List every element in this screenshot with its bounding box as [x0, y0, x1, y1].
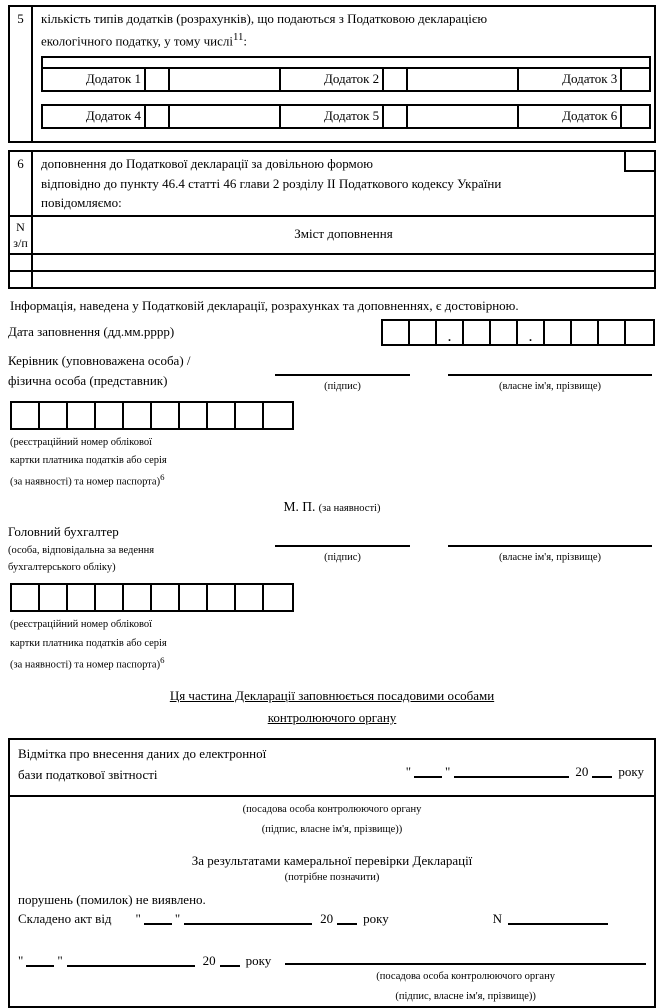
tax-id-cell[interactable]: [236, 585, 264, 610]
accountant-tax-id-note: (реєстраційний номер облікової картки платника податків або серія (за наявності) та номер паспорта)$^6$: [10, 619, 167, 671]
attachment-5-label: Додаток 5: [281, 106, 384, 127]
date-year-cell[interactable]: [599, 321, 626, 344]
review-date-row: [18, 950, 646, 1006]
tax-id-cell[interactable]: [12, 403, 40, 428]
act-number-blank[interactable]: [508, 913, 608, 925]
tax-id-cell[interactable]: [12, 585, 40, 610]
attachment-1-label: Додаток 1: [43, 69, 146, 90]
name-caption: (власне ім'я, прізвище): [498, 552, 602, 564]
tax-id-cell[interactable]: [264, 585, 292, 610]
signature-caption: (підпис): [324, 381, 361, 393]
section-5: [8, 5, 656, 143]
official-signature-area: [285, 950, 646, 1006]
section-6-text-line1: доповнення до Податкової декларації за довільною формою: [41, 156, 373, 171]
attachments-gap: [41, 92, 651, 104]
footnote-ref-11: 11: [232, 31, 244, 44]
director-signature-block: [8, 351, 656, 394]
tax-id-cell[interactable]: [180, 585, 208, 610]
quote-mark: ": [405, 764, 412, 780]
attachment-3-label: Додаток 3: [519, 69, 622, 90]
additions-table-row: [10, 270, 654, 287]
footnote-ref-6: 6: [160, 472, 165, 483]
fill-date-row: [8, 319, 656, 346]
director-signature-column: [275, 365, 410, 394]
tax-id-cell[interactable]: [96, 585, 124, 610]
signature-caption: (підпис): [324, 552, 361, 564]
director-signature-line[interactable]: [275, 365, 410, 376]
century-prefix: 20: [575, 764, 589, 780]
date-day-cell[interactable]: [410, 321, 437, 344]
section-6-text-line3: повідомляємо:: [41, 195, 122, 210]
attachment-1-checkbox[interactable]: [146, 69, 170, 90]
quote-mark: ": [18, 953, 24, 969]
act-date-row: [18, 910, 654, 929]
act-number-label: N: [492, 911, 502, 927]
attachments-table-2: [41, 104, 651, 129]
section-5-body: [33, 7, 654, 141]
official-signature-note-top: (посадова особа контролюючого органу (підпис, власне ім'я, прізвище)): [242, 803, 422, 836]
entry-mark-label: Відмітка про внесення даних до електронної бази податкової звітності: [18, 746, 267, 782]
section-5-colon: :: [243, 33, 247, 49]
director-tax-id-grid: [10, 401, 294, 430]
tax-id-cell[interactable]: [264, 403, 292, 428]
section-5-text: [41, 9, 651, 52]
date-year-cell[interactable]: [572, 321, 599, 344]
section-6-text: [33, 152, 537, 215]
section-5-text-line1: кількість типів додатків (розрахунків), що подаються з Податковою декларацією: [41, 11, 488, 26]
quote-mark: ": [57, 953, 63, 969]
attachment-6-label: Додаток 6: [519, 106, 622, 127]
act-year-blank[interactable]: [337, 913, 357, 925]
tax-id-cell[interactable]: [40, 585, 68, 610]
attachment-4-checkbox[interactable]: [146, 106, 170, 127]
quote-mark: ": [135, 911, 141, 927]
attachment-5-checkbox[interactable]: [384, 106, 408, 127]
attachment-spacer: [408, 106, 519, 127]
accountant-tax-id-grid: [10, 583, 294, 612]
year-word: року: [363, 911, 389, 927]
accountant-label: Головний бухгалтер (особа, відповідальна за ведення бухгалтерського обліку): [8, 524, 155, 574]
official-signature-note-bottom: (посадова особа контролюючого органу (підпис, власне ім'я, прізвище)): [376, 971, 555, 1002]
tax-id-cell[interactable]: [124, 403, 152, 428]
accountant-signature-line[interactable]: [275, 536, 410, 547]
attachments-row-2: [43, 106, 649, 127]
act-number-group: [493, 910, 608, 929]
date-separator-cell: [437, 321, 464, 344]
director-label: Керівник (уповноважена особа) / фізична особа (представник): [8, 353, 191, 388]
officials-section-header: Ця частина Декларації заповнюється посадовими особами контролюючого органу: [169, 687, 495, 725]
name-caption: (власне ім'я, прізвище): [498, 381, 602, 393]
date-month-cell[interactable]: [491, 321, 518, 344]
accuracy-statement: Інформація, наведена у Податковій декларації, розрахунках та доповненнях, є достовірною.: [10, 297, 519, 313]
additions-row-content-cell[interactable]: [33, 272, 654, 287]
attachment-spacer: [170, 106, 281, 127]
no-violations-text: порушень (помилок) не виявлено.: [18, 891, 206, 907]
official-signature-line[interactable]: [285, 950, 646, 965]
review-date-blanks: [18, 950, 271, 971]
tax-id-cell[interactable]: [68, 585, 96, 610]
accountant-signature-block: [8, 522, 656, 577]
quote-mark: ": [174, 911, 181, 927]
attachments-row-1: [43, 69, 649, 90]
century-prefix: 20: [202, 953, 216, 969]
fill-date-label: Дата заповнення (дд.мм.рррр): [8, 324, 175, 340]
accountant-name-line[interactable]: [448, 536, 652, 547]
act-label: Складено акт від: [18, 911, 112, 927]
control-authority-box: [8, 738, 656, 1008]
additions-table-row: [10, 253, 654, 270]
attachment-3-checkbox[interactable]: [622, 69, 646, 90]
date-year-cell[interactable]: [626, 321, 653, 344]
additions-row-content-cell[interactable]: [33, 255, 654, 270]
tax-id-cell[interactable]: [124, 585, 152, 610]
attachments-table-1: [41, 56, 651, 92]
tax-id-cell[interactable]: [96, 403, 124, 428]
tax-id-cell[interactable]: [208, 585, 236, 610]
tax-id-cell[interactable]: [40, 403, 68, 428]
inspection-result-title: За результатами камеральної перевірки Декларації: [191, 852, 473, 868]
additions-table-header: [10, 215, 654, 253]
entry-date-blanks: [406, 744, 644, 786]
tax-id-cell[interactable]: [68, 403, 96, 428]
century-prefix: 20: [320, 911, 334, 927]
fill-date-grid: [381, 319, 655, 346]
attachment-2-checkbox[interactable]: [384, 69, 408, 90]
section-6-number: 6: [10, 152, 33, 215]
section-6-main-row: [10, 152, 654, 215]
attachment-spacer: [408, 69, 519, 90]
year-word: року: [618, 764, 644, 780]
entry-mark-row: [10, 740, 654, 795]
review-day-blank[interactable]: [26, 955, 54, 967]
date-separator-cell: [518, 321, 545, 344]
review-month-blank[interactable]: [67, 955, 195, 967]
dot-separator: .: [448, 330, 451, 345]
additions-header-content: Зміст доповнення: [294, 226, 393, 242]
act-day-blank[interactable]: [144, 913, 172, 925]
additions-row-number-cell[interactable]: [10, 272, 33, 287]
director-name-column: [448, 365, 652, 394]
footnote-ref-6: 6: [160, 654, 165, 665]
additions-row-number-cell[interactable]: [10, 255, 33, 270]
act-month-blank[interactable]: [184, 913, 312, 925]
tax-id-cell[interactable]: [152, 403, 180, 428]
attachment-spacer: [170, 69, 281, 90]
date-month-cell[interactable]: [464, 321, 491, 344]
section-5-number: 5: [10, 7, 33, 141]
director-name-line[interactable]: [448, 365, 652, 376]
accountant-name-column: [448, 536, 652, 577]
date-day-cell[interactable]: [383, 321, 410, 344]
mark-required-note: (потрібне позначити): [284, 872, 380, 884]
entry-day-blank[interactable]: [414, 766, 442, 778]
act-date-blanks: [136, 910, 389, 929]
date-year-cell[interactable]: [545, 321, 572, 344]
attachment-4-label: Додаток 4: [43, 106, 146, 127]
tax-id-cell[interactable]: [152, 585, 180, 610]
accountant-signature-column: [275, 536, 410, 577]
director-tax-id-note: (реєстраційний номер облікової картки платника податків або серія (за наявності) та номер паспорта)$^6$: [10, 436, 167, 488]
year-word: року: [245, 953, 272, 969]
dot-separator: .: [529, 330, 532, 345]
entry-year-blank[interactable]: [592, 766, 612, 778]
accountant-tax-id-grid-wrap: [10, 583, 294, 612]
section-6-checkbox[interactable]: [624, 152, 654, 172]
tax-id-cell[interactable]: [236, 403, 264, 428]
tax-id-cell[interactable]: [208, 403, 236, 428]
entry-month-blank[interactable]: [454, 766, 569, 778]
seal-mark: М. П. (за наявності): [283, 499, 381, 515]
section-6: [8, 150, 656, 289]
quote-mark: ": [445, 764, 451, 780]
tax-id-cell[interactable]: [180, 403, 208, 428]
review-year-blank[interactable]: [220, 955, 240, 967]
section-5-text-line2: екологічного податку, у тому числі: [41, 33, 233, 49]
attachment-2-label: Додаток 2: [281, 69, 384, 90]
section-6-text-line2: відповідно до пункту 46.4 статті 46 глави 2 розділу ІІ Податкового кодексу України: [41, 175, 502, 191]
director-tax-id-grid-wrap: [10, 401, 294, 430]
attachment-6-checkbox[interactable]: [622, 106, 646, 127]
additions-header-number: N з/п: [10, 217, 33, 253]
attachments-empty-row[interactable]: [43, 58, 649, 69]
